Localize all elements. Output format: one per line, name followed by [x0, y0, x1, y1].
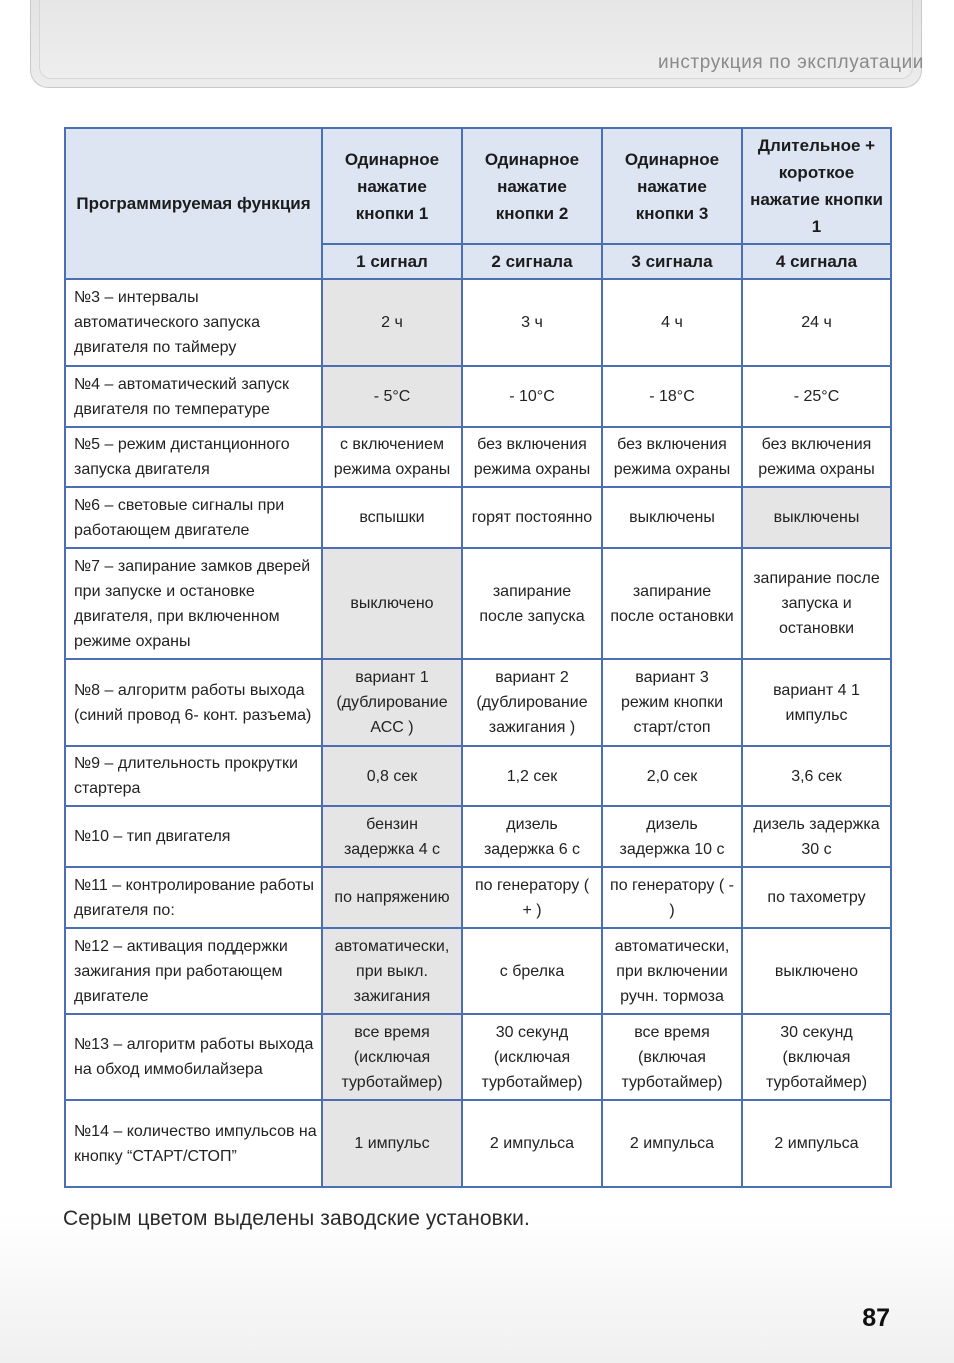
value-cell: с включением режима охраны — [322, 427, 462, 487]
page-bottom-gradient — [0, 1213, 954, 1363]
value-cell: запирание после запуска и остановки — [742, 548, 891, 659]
value-cell: 30 секунд (исключая турботаймер) — [462, 1014, 602, 1100]
value-cell: 1,2 сек — [462, 746, 602, 806]
value-cell: вариант 2 (дублирование зажигания ) — [462, 659, 602, 746]
value-cell: все время (включая турботаймер) — [602, 1014, 742, 1100]
function-cell: №4 – автоматический запуск двигателя по температуре — [65, 366, 322, 427]
value-cell: 30 секунд (включая турботаймер) — [742, 1014, 891, 1100]
value-cell: 2 ч — [322, 279, 462, 366]
column-header-button-3: Одинарное нажатие кнопки 3 — [602, 128, 742, 244]
signal-header-2: 2 сигнала — [462, 244, 602, 279]
function-cell: №7 – запирание замков дверей при запуске и остановке двигателя, при включенном режиме охраны — [65, 548, 322, 659]
value-cell: вариант 3 режим кнопки старт/стоп — [602, 659, 742, 746]
column-header-button-1: Одинарное нажатие кнопки 1 — [322, 128, 462, 244]
function-cell: №5 – режим дистанционного запуска двигателя — [65, 427, 322, 487]
function-cell: №9 – длительность прокрутки стартера — [65, 746, 322, 806]
value-cell: 0,8 сек — [322, 746, 462, 806]
value-cell: 3 ч — [462, 279, 602, 366]
value-cell: по генератору ( + ) — [462, 867, 602, 928]
function-cell: №13 – алгоритм работы выхода на обход иммобилайзера — [65, 1014, 322, 1100]
value-cell: запирание после остановки — [602, 548, 742, 659]
value-cell: по тахометру — [742, 867, 891, 928]
signal-header-1: 1 сигнал — [322, 244, 462, 279]
value-cell: 3,6 сек — [742, 746, 891, 806]
header-band — [30, 0, 922, 88]
value-cell: дизель задержка 6 с — [462, 806, 602, 867]
value-cell: выключено — [742, 928, 891, 1014]
function-cell: №14 – количество импульсов на кнопку “СТАРТ/СТОП” — [65, 1100, 322, 1187]
function-cell: №8 – алгоритм работы выхода (синий провод 6- конт. разъема) — [65, 659, 322, 746]
table-body — [65, 279, 891, 1187]
function-cell: №11 – контролирование работы двигателя по: — [65, 867, 322, 928]
function-column-header: Программируемая функция — [65, 128, 322, 279]
table-row — [65, 1100, 891, 1187]
value-cell: все время (исключая турботаймер) — [322, 1014, 462, 1100]
value-cell: 2,0 сек — [602, 746, 742, 806]
value-cell: выключены — [602, 487, 742, 548]
value-cell: бензин задержка 4 с — [322, 806, 462, 867]
value-cell: по напряжению — [322, 867, 462, 928]
value-cell: вариант 1 (дублирование АСС ) — [322, 659, 462, 746]
value-cell: вариант 4 1 импульс — [742, 659, 891, 746]
value-cell: 2 импульса — [742, 1100, 891, 1187]
value-cell: горят постоянно — [462, 487, 602, 548]
value-cell: вспышки — [322, 487, 462, 548]
signal-header-3: 3 сигнала — [602, 244, 742, 279]
value-cell: без включения режима охраны — [462, 427, 602, 487]
settings-table — [64, 127, 892, 1188]
value-cell: 24 ч — [742, 279, 891, 366]
value-cell: - 5°С — [322, 366, 462, 427]
value-cell: - 10°С — [462, 366, 602, 427]
value-cell: без включения режима охраны — [602, 427, 742, 487]
table-row — [65, 928, 891, 1014]
value-cell: 2 импульса — [602, 1100, 742, 1187]
value-cell: по генератору ( - ) — [602, 867, 742, 928]
value-cell: выключены — [742, 487, 891, 548]
value-cell: выключено — [322, 548, 462, 659]
value-cell: дизель задержка 30 с — [742, 806, 891, 867]
value-cell: - 18°С — [602, 366, 742, 427]
value-cell: 2 импульса — [462, 1100, 602, 1187]
header-title: инструкция по эксплуатации — [658, 52, 924, 73]
function-cell: №6 – световые сигналы при работающем двигателе — [65, 487, 322, 548]
value-cell: дизель задержка 10 с — [602, 806, 742, 867]
value-cell: 4 ч — [602, 279, 742, 366]
page-number: 87 — [862, 1304, 890, 1332]
table-row — [65, 1014, 891, 1100]
table-row — [65, 366, 891, 427]
value-cell: с брелка — [462, 928, 602, 1014]
table-row — [65, 548, 891, 659]
table-row — [65, 806, 891, 867]
value-cell: запирание после запуска — [462, 548, 602, 659]
table-row — [65, 427, 891, 487]
value-cell: 1 импульс — [322, 1100, 462, 1187]
value-cell: автоматически, при выкл. зажигания — [322, 928, 462, 1014]
table-row — [65, 659, 891, 746]
function-cell: №12 – активация поддержки зажигания при работающем двигателе — [65, 928, 322, 1014]
table-row — [65, 867, 891, 928]
column-header-long-short: Длительное + короткое нажатие кнопки 1 — [742, 128, 891, 244]
value-cell: без включения режима охраны — [742, 427, 891, 487]
column-header-button-2: Одинарное нажатие кнопки 2 — [462, 128, 602, 244]
table-row — [65, 746, 891, 806]
table-row — [65, 487, 891, 548]
value-cell: - 25°С — [742, 366, 891, 427]
function-cell: №10 – тип двигателя — [65, 806, 322, 867]
function-cell: №3 – интервалы автоматического запуска двигателя по таймеру — [65, 279, 322, 366]
factory-settings-note: Серым цветом выделены заводские установки. — [63, 1207, 530, 1230]
value-cell: автоматически, при включении ручн. тормоза — [602, 928, 742, 1014]
table-row — [65, 279, 891, 366]
signal-header-4: 4 сигнала — [742, 244, 891, 279]
